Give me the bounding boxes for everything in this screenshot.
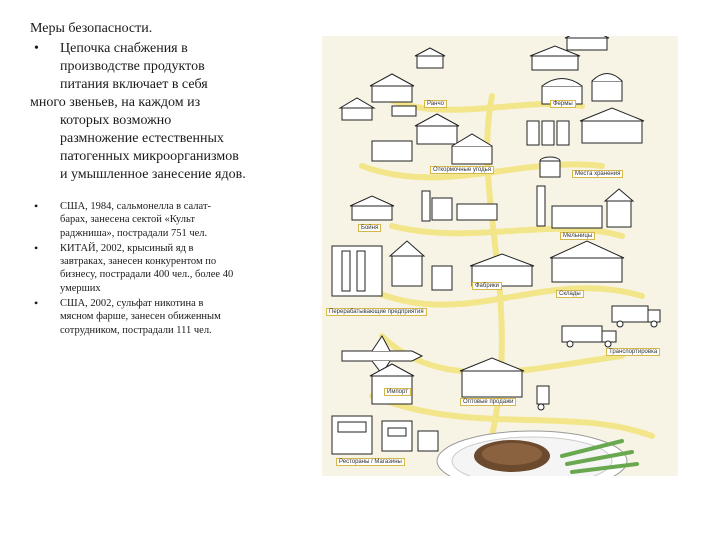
list-item-line: мясном фарше, занесен обиженным <box>60 311 221 323</box>
label-storage: Места хранения <box>572 170 623 178</box>
label-wholesale: Оптовые продажи <box>460 398 516 406</box>
bullet-icon: • <box>34 199 39 213</box>
list-item <box>30 200 315 240</box>
incident-list <box>30 200 315 337</box>
label-farms: Фермы <box>550 100 576 108</box>
paragraph-line: производстве продуктов <box>60 59 205 74</box>
paragraph-line: которых возможно <box>60 113 172 128</box>
list-item-line: США, 1984, сальмонелла в салат- <box>60 201 212 212</box>
airplane-icon <box>342 336 422 374</box>
paragraph-line: размножение естественных <box>60 131 224 146</box>
supply-chain-paragraph-continued <box>30 94 315 184</box>
bullet-icon: • <box>34 240 39 255</box>
paragraph-line: и умышленное занесение ядов. <box>60 167 246 182</box>
list-item-line: бизнесу, пострадали 400 чел., более 40 <box>60 269 234 281</box>
supply-chain-illustration <box>322 36 678 476</box>
bullet-icon: • <box>34 41 39 56</box>
paragraph-line: питания включает в себя <box>60 77 208 92</box>
label-warehouse: Склады <box>556 290 584 298</box>
paragraph-line: много звеньев, на каждом из <box>30 95 201 110</box>
list-item-line: завтраках, занесен конкурентом по <box>60 256 217 268</box>
slide-heading: Меры безопасности. <box>30 21 153 36</box>
label-transport: Транспортировка <box>606 348 660 356</box>
bullet-icon: • <box>34 296 39 311</box>
label-processing: Перерабатывающие предприятия <box>326 308 427 316</box>
list-item-line: умерших <box>60 282 101 294</box>
list-item-line: КИТАЙ, 2002, крысиный яд в <box>60 242 194 254</box>
list-item-line: раджниша», пострадали 751 чел. <box>60 227 208 239</box>
label-mills: Мельницы <box>560 232 595 240</box>
label-farm: Ранчо <box>424 100 447 108</box>
list-item <box>30 297 315 337</box>
steak-plate-icon <box>437 431 637 476</box>
list-item-line: барах, занесена сектой «Культ <box>60 214 195 226</box>
storefront-icon <box>332 416 438 454</box>
truck-icon <box>562 306 660 347</box>
label-slaughter: Бойня <box>358 224 381 232</box>
illustration-drawing <box>322 36 678 476</box>
supply-chain-paragraph <box>30 40 315 94</box>
paragraph-line: патогенных микроорганизмов <box>60 149 239 164</box>
label-processors: Фабрики <box>472 282 502 290</box>
list-item-line: сотрудником, пострадали 111 чел. <box>60 324 212 336</box>
list-item <box>30 242 315 295</box>
paragraph-line: Цепочка снабжения в <box>60 41 188 56</box>
label-retail: Рестораны / Магазины <box>336 458 405 466</box>
list-item-line: США, 2002, сульфат никотина в <box>60 298 204 310</box>
label-import: Импорт <box>384 388 411 396</box>
text-column <box>30 20 315 339</box>
label-feedlots: Откормочные угодья <box>430 166 494 174</box>
